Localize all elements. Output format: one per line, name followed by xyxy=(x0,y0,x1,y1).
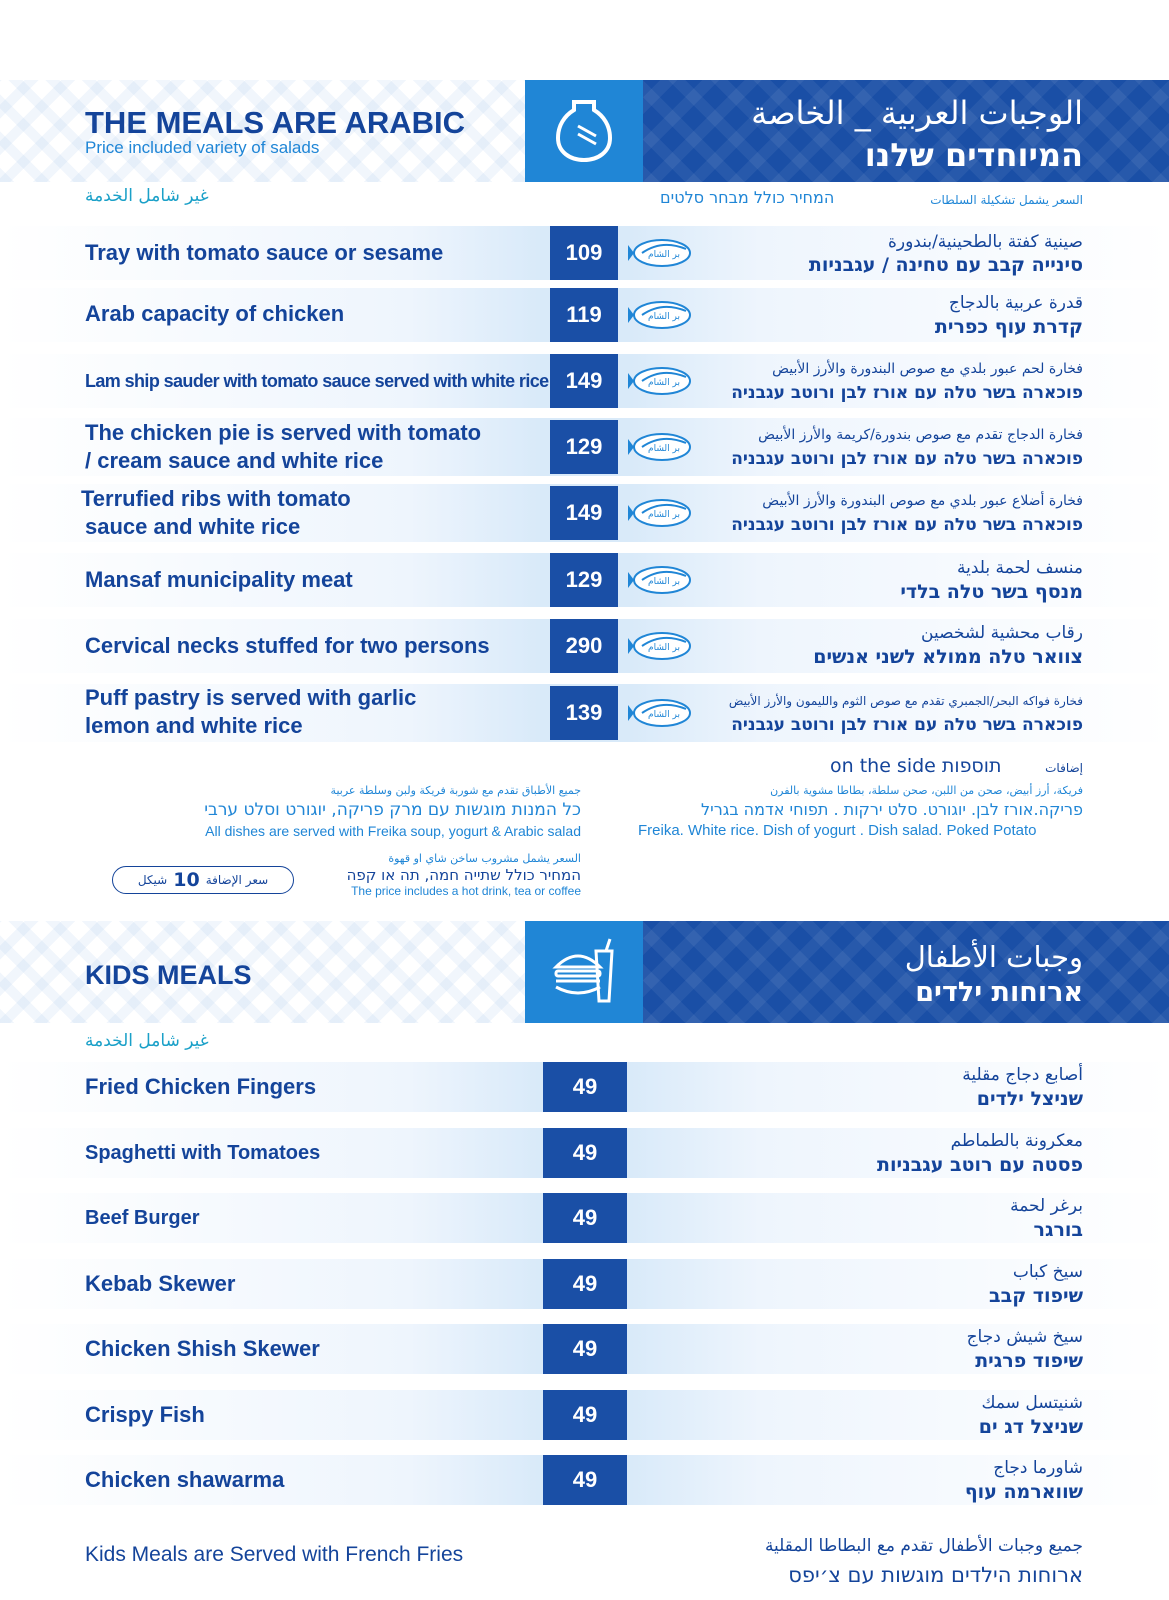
meal-name-en-line2: / cream sauce and white rice xyxy=(85,448,384,473)
kids-meal-name-ar: سيخ كباب xyxy=(1012,1262,1083,1282)
kids-meal-name-en: Beef Burger xyxy=(85,1207,200,1229)
svg-text:بر الشام: بر الشام xyxy=(648,312,680,322)
kids-meal-name-ar: شنيتسل سمك xyxy=(981,1393,1083,1413)
meal-price: 109 xyxy=(550,226,618,280)
kids-row[interactable] xyxy=(0,1259,1169,1309)
kids-meal-price: 49 xyxy=(543,1324,627,1374)
kids-title-en: KIDS MEALS xyxy=(85,960,252,990)
kids-meal-price: 49 xyxy=(543,1390,627,1440)
svg-text:بر الشام: بر الشام xyxy=(648,577,680,587)
kids-footer-ar: جميع وجبات الأطفال تقدم مع البطاطا المقلية xyxy=(764,1536,1083,1556)
meal-name-ar: قدرة عربية بالدجاج xyxy=(948,293,1083,313)
meal-name-en-line2: sauce and white rice xyxy=(85,514,301,539)
meal-price: 149 xyxy=(550,486,618,540)
drink-note-en: The price includes a hot drink, tea or coffee xyxy=(351,884,581,898)
meal-row[interactable] xyxy=(0,288,1169,342)
fish-logo-icon xyxy=(628,562,698,598)
kids-meal-name-he: שניצל ילדים xyxy=(976,1088,1083,1110)
section-title-en: THE MEALS ARE ARABIC xyxy=(85,105,466,140)
meal-name-ar: فخارة الدجاج تقدم مع صوص بندورة/كريمة والأرز الأبيض xyxy=(758,427,1083,443)
kids-meal-price: 49 xyxy=(543,1062,627,1112)
meal-name-ar: صينية كفتة بالطحينية/بندورة xyxy=(887,232,1083,252)
header-icon-box xyxy=(525,80,643,182)
meal-row[interactable] xyxy=(0,684,1169,742)
kids-footer-he: ארוחות הילדים מוגשות עם צ׳יפס xyxy=(788,1563,1083,1587)
meal-name-he: סינייה קבב עם טחינה / עגבניות xyxy=(808,254,1083,276)
section-title-ar: الوجبات العربية _ الخاصة xyxy=(751,94,1083,132)
kids-service-note: غير شامل الخدمة xyxy=(85,1031,209,1051)
kids-meal-name-en: Fried Chicken Fingers xyxy=(85,1074,317,1099)
addon-currency: شيكل xyxy=(137,873,168,887)
sides-label xyxy=(830,755,1001,777)
meal-name-en: Mansaf municipality meat xyxy=(85,567,353,592)
kids-meal-name-he: שווארמה עוף xyxy=(964,1481,1083,1503)
meal-name-ar: فخارة فواكه البحر/الجمبري تقدم مع صوص الثوم والليمون والأرز الأبيض xyxy=(728,694,1083,708)
kids-meal-name-ar: سيخ شيش دجاج xyxy=(966,1327,1083,1347)
meal-name-en: Terrufied ribs with tomato xyxy=(81,486,351,511)
fish-logo-icon xyxy=(628,429,698,465)
meal-price: 290 xyxy=(550,619,618,673)
fish-logo-icon xyxy=(628,495,698,531)
kids-row[interactable] xyxy=(0,1390,1169,1440)
meal-name-en-line2: lemon and white rice xyxy=(85,713,303,738)
meal-price: 139 xyxy=(550,686,618,740)
meal-row[interactable] xyxy=(0,418,1169,476)
meal-row[interactable] xyxy=(0,354,1169,408)
meal-name-he: צוואר טלה ממולא לשני אנשים xyxy=(813,646,1083,668)
sides-label-ar: إضافات xyxy=(1045,761,1083,775)
kids-meal-name-he: שניצל דג ים xyxy=(978,1416,1083,1438)
kids-meal-name-en: Crispy Fish xyxy=(85,1402,205,1427)
fish-logo-icon xyxy=(628,297,698,333)
dishes-note-en: All dishes are served with Freika soup, yogurt & Arabic salad xyxy=(205,823,581,839)
kids-meal-name-ar: شاورما دجاج xyxy=(993,1458,1083,1478)
section-subtitle-en: Price included variety of salads xyxy=(85,138,320,157)
sides-label-en: on the side xyxy=(830,755,936,777)
meal-price: 119 xyxy=(550,288,618,342)
svg-text:بر الشام: بر الشام xyxy=(648,378,680,388)
svg-text:بر الشام: بر الشام xyxy=(648,710,680,720)
meal-name-en: Arab capacity of chicken xyxy=(85,301,345,326)
meal-name-ar: فخارة أضلاع عبور بلدي مع صوص البندورة والأرز الأبيض xyxy=(762,493,1083,509)
dishes-note-ar: جميع الأطباق تقدم مع شوربة فريكة ولبن وسلطة عربية xyxy=(330,784,581,797)
addon-price: 10 xyxy=(173,869,200,891)
kids-row[interactable] xyxy=(0,1128,1169,1178)
kids-row[interactable] xyxy=(0,1455,1169,1505)
meal-name-en: Puff pastry is served with garlic xyxy=(85,685,417,710)
kids-meal-name-ar: برغر لحمة xyxy=(1010,1196,1083,1216)
kids-meal-name-he: שיפוד קבב xyxy=(989,1285,1083,1307)
section-title-he: המיוחדים שלנו xyxy=(864,136,1083,174)
meal-name-en: Tray with tomato sauce or sesame xyxy=(85,240,444,265)
meal-name-ar: فخارة لحم عبور بلدي مع صوص البندورة والأرز الأبيض xyxy=(772,361,1083,377)
meal-name-he: פוכארה בשר טלה עם אורז לבן ורוטב עגבניה xyxy=(731,515,1083,535)
kids-footer-en: Kids Meals are Served with French Fries xyxy=(85,1543,464,1566)
kids-row[interactable] xyxy=(0,1324,1169,1374)
kids-meal-price: 49 xyxy=(543,1193,627,1243)
kids-meal-name-he: בורגר xyxy=(1033,1219,1083,1241)
meal-price: 129 xyxy=(550,553,618,607)
meal-name-he: קדרת עוף כפרית xyxy=(934,316,1083,338)
dishes-note-he: כל המנות מוגשות עם מרק פריקה, יוגורט וסלט ערבי xyxy=(204,800,581,820)
meal-name-ar: رقاب محشية لشخصين xyxy=(921,623,1083,643)
kids-meal-name-ar: معكرونة بالطماطم xyxy=(950,1131,1083,1151)
kids-meal-price: 49 xyxy=(543,1128,627,1178)
kids-meal-name-en: Kebab Skewer xyxy=(85,1271,236,1296)
sides-list-he: פריקה.אורז לבן. יוגורט. סלט ירקות . תפוחי אדמה בגריל xyxy=(701,800,1083,819)
svg-text:بر الشام: بر الشام xyxy=(648,444,680,454)
svg-text:بر الشام: بر الشام xyxy=(648,250,680,260)
sides-label-he: תוספות xyxy=(941,755,1002,777)
kids-meal-name-he: פסטה עם רוטב עגבניות xyxy=(877,1154,1083,1176)
kids-meal-name-ar: أصابع دجاج مقلية xyxy=(962,1065,1083,1085)
kids-title-he: ארוחות ילדים xyxy=(915,977,1083,1008)
jug-icon xyxy=(554,96,614,166)
meal-name-en: Cervical necks stuffed for two persons xyxy=(85,633,490,658)
sides-list-ar: فريكة، أرز أبيض، صحن من اللبن، صحن سلطة، بطاطا مشوية بالفرن xyxy=(770,784,1083,797)
fish-logo-icon xyxy=(628,628,698,664)
burger-drink-icon xyxy=(552,937,616,1007)
kids-row[interactable] xyxy=(0,1062,1169,1112)
addon-label: سعر الإضافة xyxy=(205,873,269,887)
meal-row[interactable] xyxy=(0,619,1169,673)
kids-meal-name-en: Chicken Shish Skewer xyxy=(85,1336,320,1361)
meal-row[interactable] xyxy=(0,553,1169,607)
meal-name-en: Lam ship sauder with tomato sauce served with white rice xyxy=(85,371,549,391)
meal-name-he: פוכארה בשר טלה עם אורז לבן ורוטב עגבניה xyxy=(731,449,1083,469)
salad-note-ar: السعر يشمل تشكيلة السلطات xyxy=(930,193,1083,207)
kids-meal-price: 49 xyxy=(543,1259,627,1309)
service-note: غير شامل الخدمة xyxy=(85,186,209,206)
meal-row[interactable] xyxy=(0,484,1169,542)
meal-price: 129 xyxy=(550,420,618,474)
meal-name-he: מנסף בשר טלה בלדי xyxy=(900,581,1083,603)
kids-header-icon-box xyxy=(525,921,643,1023)
kids-header-left-panel xyxy=(0,921,525,1023)
addon-price-badge xyxy=(112,866,294,894)
kids-meal-name-he: שיפוד פרגית xyxy=(975,1350,1083,1372)
kids-meal-price: 49 xyxy=(543,1455,627,1505)
meal-row[interactable] xyxy=(0,226,1169,280)
meal-name-he: פוכארה בשר טלה עם אורז לבן ורוטב עגבניה xyxy=(731,715,1083,735)
salad-note-he: המחיר כולל מבחר סלטים xyxy=(660,188,835,207)
kids-row[interactable] xyxy=(0,1193,1169,1243)
drink-note-ar: السعر يشمل مشروب ساخن شاي او قهوة xyxy=(388,852,581,865)
meal-name-he: פוכארה בשר טלה עם אורז לבן ורוטב עגבניה xyxy=(731,383,1083,403)
svg-text:بر الشام: بر الشام xyxy=(648,510,680,520)
kids-meal-name-en: Spaghetti with Tomatoes xyxy=(85,1142,321,1164)
meal-name-ar: منسف لحمة بلدية xyxy=(956,558,1083,578)
meal-name-en: The chicken pie is served with tomato xyxy=(85,420,482,445)
svg-text:بر الشام: بر الشام xyxy=(648,643,680,653)
fish-logo-icon xyxy=(628,235,698,271)
fish-logo-icon xyxy=(628,363,698,399)
fish-logo-icon xyxy=(628,695,698,731)
kids-meal-name-en: Chicken shawarma xyxy=(85,1467,285,1492)
drink-note-he: המחיר כולל שתייה חמה, תה או קפה xyxy=(346,866,581,884)
kids-title-ar: وجبات الأطفال xyxy=(904,940,1083,974)
sides-list-en: Freika. White rice. Dish of yogurt . Dish salad. Poked Potato xyxy=(638,822,1037,839)
meal-price: 149 xyxy=(550,354,618,408)
